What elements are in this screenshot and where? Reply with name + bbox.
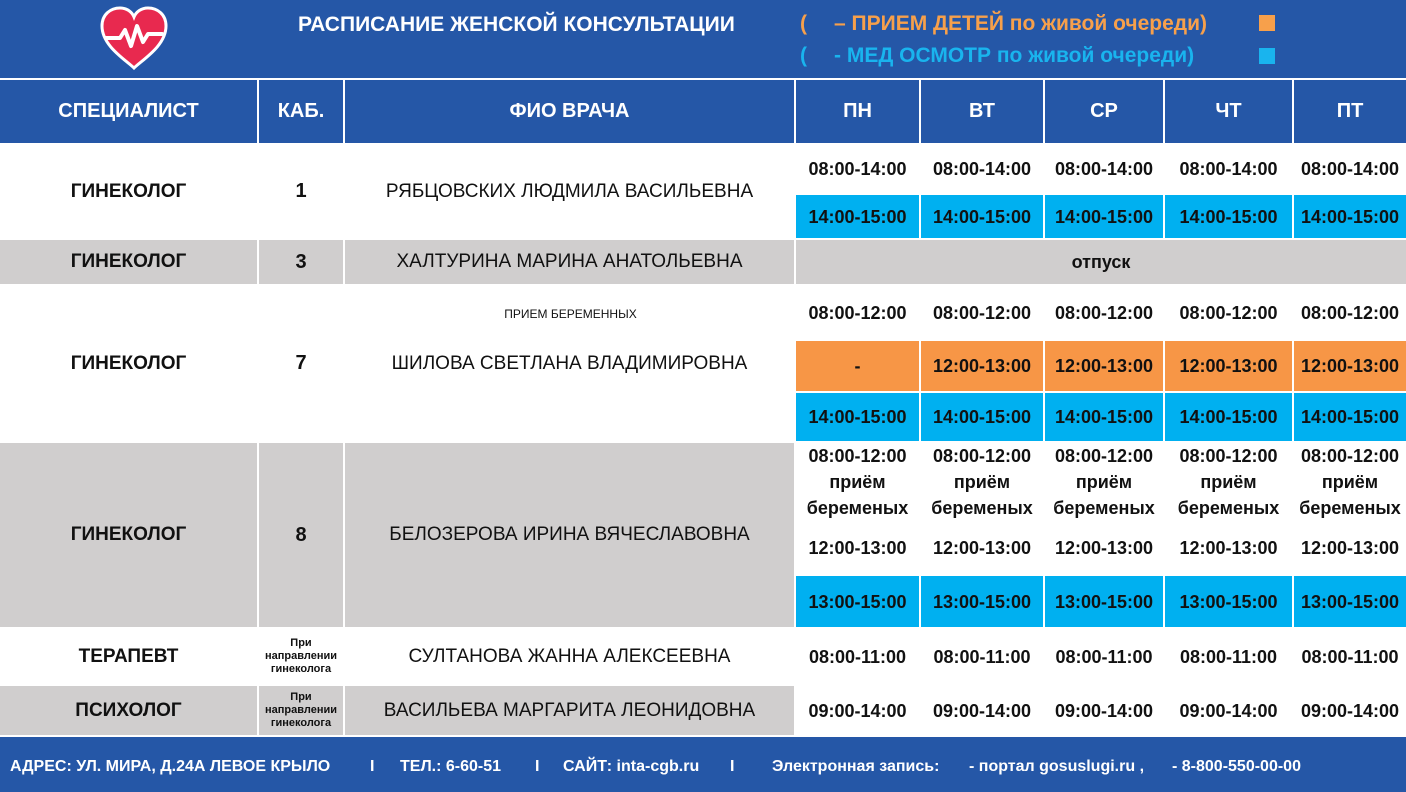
time-slot: 09:00-14:00	[1045, 686, 1165, 737]
time-slot: 08:00-12:00	[921, 286, 1045, 341]
time-slot: 08:00-11:00	[796, 629, 921, 686]
time-slot: 08:00-12:00 приём беременых	[1165, 443, 1294, 522]
heart-pulse-icon	[96, 4, 172, 72]
time-slot: 09:00-14:00	[921, 686, 1045, 737]
cabinet-cell: При направлении гинеколога	[259, 686, 345, 737]
time-slot: 14:00-15:00	[1294, 195, 1406, 240]
cabinet-cell: 8	[259, 443, 345, 629]
footer-portal[interactable]: - портал gosuslugi.ru ,	[969, 758, 1145, 775]
time-slot: 08:00-12:00	[1165, 286, 1294, 341]
time-slot: 12:00-13:00	[1165, 341, 1294, 393]
time-slot: 09:00-14:00	[1294, 686, 1406, 737]
footer-separator: I	[370, 758, 375, 775]
footer-bar	[0, 737, 1406, 792]
vacation-cell: отпуск	[796, 240, 1406, 286]
column-header: СПЕЦИАЛИСТ	[0, 80, 259, 143]
footer-booking-label: Электронная запись:	[772, 758, 940, 775]
time-slot: 12:00-13:00	[1294, 522, 1406, 576]
time-slot: 08:00-12:00	[1294, 286, 1406, 341]
time-slot: 12:00-13:00	[921, 341, 1045, 393]
footer-separator: I	[730, 758, 735, 775]
column-header: ПН	[796, 80, 921, 143]
time-slot: 14:00-15:00	[1045, 195, 1165, 240]
time-slot: 12:00-13:00	[1045, 522, 1165, 576]
time-slot: 13:00-15:00	[1165, 576, 1294, 629]
legend-children: ( – ПРИЕМ ДЕТЕЙ по живой очереди)	[800, 12, 1208, 35]
column-header: СР	[1045, 80, 1165, 143]
time-slot: 09:00-14:00	[1165, 686, 1294, 737]
table-header	[0, 80, 1406, 143]
doctor-name-cell: РЯБЦОВСКИХ ЛЮДМИЛА ВАСИЛЬЕВНА	[345, 145, 796, 240]
time-slot: 08:00-12:00 приём беременых	[921, 443, 1045, 522]
time-slot: 14:00-15:00	[921, 195, 1045, 240]
doctor-note: ПРИЕМ БЕРЕМЕННЫХ	[504, 307, 637, 321]
column-header: ПТ	[1336, 100, 1364, 122]
time-slot: 13:00-15:00	[796, 576, 921, 629]
specialist-cell: ГИНЕКОЛОГ	[0, 443, 259, 629]
cabinet-cell: 7	[259, 286, 345, 443]
time-slot: 14:00-15:00	[1165, 393, 1294, 443]
time-slot: 08:00-11:00	[1294, 629, 1406, 686]
time-slot: 08:00-14:00	[1045, 145, 1165, 195]
time-slot: 08:00-12:00 приём беременых	[1294, 443, 1406, 522]
time-slot: 13:00-15:00	[921, 576, 1045, 629]
doctor-name-cell: СУЛТАНОВА ЖАННА АЛЕКСЕЕВНА	[345, 629, 796, 686]
cabinet-cell: При направлении гинеколога	[259, 629, 345, 686]
time-slot: 08:00-14:00	[921, 145, 1045, 195]
time-slot: 08:00-11:00	[1165, 629, 1294, 686]
time-slot: 14:00-15:00	[1294, 393, 1406, 443]
legend-medical: ( - МЕД ОСМОТР по живой очереди)	[800, 44, 1195, 67]
time-slot: 08:00-12:00	[796, 286, 921, 341]
specialist-cell: ГИНЕКОЛОГ	[0, 145, 259, 240]
time-slot: 08:00-14:00	[1294, 145, 1406, 195]
time-slot: -	[796, 341, 921, 393]
specialist-cell: ТЕРАПЕВТ	[0, 629, 259, 686]
page-title: РАСПИСАНИЕ ЖЕНСКОЙ КОНСУЛЬТАЦИИ	[298, 13, 735, 36]
legend-swatch-cyan	[1259, 48, 1275, 64]
time-slot: 14:00-15:00	[921, 393, 1045, 443]
specialist-cell: ПСИХОЛОГ	[0, 686, 259, 737]
doctor-name-cell: ВАСИЛЬЕВА МАРГАРИТА ЛЕОНИДОВНА	[345, 686, 796, 737]
doctor-name-cell: БЕЛОЗЕРОВА ИРИНА ВЯЧЕСЛАВОВНА	[345, 443, 796, 629]
time-slot: 12:00-13:00	[1294, 341, 1406, 393]
time-slot: 12:00-13:00	[796, 522, 921, 576]
time-slot: 14:00-15:00	[796, 393, 921, 443]
column-header: КАБ.	[259, 80, 345, 143]
legend-swatch-orange	[1259, 15, 1275, 31]
time-slot: 12:00-13:00	[1165, 522, 1294, 576]
column-header: ЧТ	[1165, 80, 1294, 143]
time-slot: 09:00-14:00	[796, 686, 921, 737]
time-slot: 12:00-13:00	[1045, 341, 1165, 393]
cabinet-cell: 3	[259, 240, 345, 286]
footer-separator: I	[535, 758, 540, 775]
column-header: ВТ	[921, 80, 1045, 143]
footer-address: АДРЕС: УЛ. МИРА, Д.24А ЛЕВОЕ КРЫЛО	[10, 758, 331, 775]
column-header: ФИО ВРАЧА	[345, 80, 796, 143]
time-slot: 12:00-13:00	[921, 522, 1045, 576]
footer-phone: ТЕЛ.: 6-60-51	[400, 758, 502, 775]
time-slot: 08:00-12:00 приём беременых	[1045, 443, 1165, 522]
time-slot: 08:00-12:00 приём беременых	[796, 443, 921, 522]
doctor-name-cell: ХАЛТУРИНА МАРИНА АНАТОЛЬЕВНА	[345, 240, 796, 286]
cabinet-cell: 1	[259, 145, 345, 240]
time-slot: 08:00-11:00	[921, 629, 1045, 686]
header-bar	[0, 0, 1406, 78]
time-slot: 08:00-12:00	[1045, 286, 1165, 341]
time-slot: 14:00-15:00	[796, 195, 921, 240]
time-slot: 08:00-14:00	[796, 145, 921, 195]
time-slot: 13:00-15:00	[1045, 576, 1165, 629]
time-slot: 14:00-15:00	[1165, 195, 1294, 240]
footer-site[interactable]: САЙТ: inta-cgb.ru	[563, 758, 700, 775]
time-slot: 08:00-14:00	[1165, 145, 1294, 195]
specialist-cell: ГИНЕКОЛОГ	[0, 240, 259, 286]
specialist-cell: ГИНЕКОЛОГ	[0, 286, 259, 443]
footer-hotline: - 8-800-550-00-00	[1172, 758, 1301, 775]
time-slot: 13:00-15:00	[1294, 576, 1406, 629]
time-slot: 14:00-15:00	[1045, 393, 1165, 443]
time-slot: 08:00-11:00	[1045, 629, 1165, 686]
doctor-name-cell: ШИЛОВА СВЕТЛАНА ВЛАДИМИРОВНА	[345, 286, 796, 443]
